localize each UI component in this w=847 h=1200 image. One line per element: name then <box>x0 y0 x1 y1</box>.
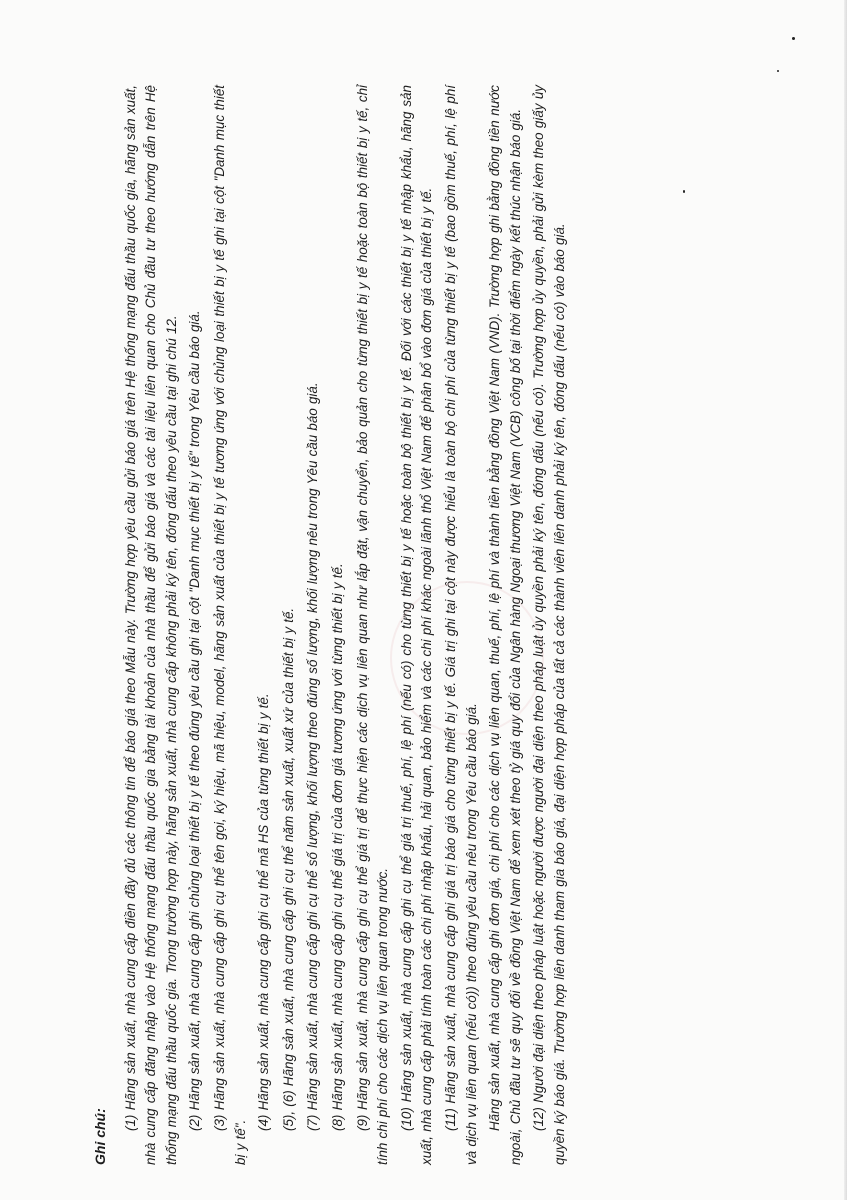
note-1: (1) Hãng sản xuất, nhà cung cấp điền đầy đủ các thông tin để báo giá theo Mẫu này. Trường hợp yêu cầu gửi báo giá trên Hệ thống mạng đấu thầu quốc gia, hãng sản xuất, nhà cung cấp đăng nhập vào Hệ thống mạng đấu thầu quốc gia bằng tài khoản của nhà thầu để gửi báo giá và các tài liệu liên quan cho Chủ đầu tư theo hướng dẫn trên Hệ thống mạng đấu thầu quốc gia. Trong trường hợp này, hãng sản xuất, nhà cung cấp không phải ký tên, đóng dấu theo yêu cầu tại ghi chú 12. <box>122 85 179 1165</box>
note-11: (11) Hãng sản xuất, nhà cung cấp ghi giá trị báo giá cho từng thiết bị y tế. Giá trị ghi tại cột này được hiểu là toàn bộ chi phí của từng thiết bị y tế (bao gồm thuế, phí, lệ phí và dịch vụ liên quan (nếu có)) theo đúng yêu cầu nêu trong Yêu cầu báo giá. <box>442 85 479 1165</box>
note-5-6: (5), (6) Hãng sản xuất, nhà cung cấp ghi cụ thể năm sản xuất, xuất xứ của thiết bị y tế. <box>280 607 296 1131</box>
scan-speck <box>683 190 685 193</box>
notes-sheet <box>90 85 650 1165</box>
note-4: (4) Hãng sản xuất, nhà cung cấp ghi cụ thể mã HS của từng thiết bị y tế. <box>256 693 272 1131</box>
notes-heading: Ghi chú: <box>92 1108 108 1165</box>
faint-stamp-mark <box>390 581 544 735</box>
note-10: (10) Hãng sản xuất, nhà cung cấp ghi cụ thể giá trị thuế, phí, lệ phí (nếu có) cho từng thiết bị y tế hoặc toàn bộ thiết bị y tế. Đối với các thiết bị y tế nhập khẩu, hãng sản xuất, nhà cung cấp phải tính toàn các chi phí nhập khẩu, hải quan, bảo hiểm và các chi phí khác ngoài lãnh thổ Việt Nam để phân bổ vào đơn giá của thiết bị y tế. <box>398 85 435 1165</box>
note-currency: Hãng sản xuất, nhà cung cấp ghi đơn giá, chi phí cho các dịch vụ liên quan, thuế, phí, lệ phí và thành tiền bằng đồng Việt Nam (VND). Trường hợp ghi bằng đồng tiền nước ngoài, Chủ đầu tư sẽ quy đổi về đồng Việt Nam để xem xét theo tỷ giá quy đổi của Ngân hàng Ngoại thương Việt Nam (VCB) công bố tại thời điểm ngày kết thúc nhận báo giá. <box>487 85 523 1165</box>
scan-speck <box>792 37 795 40</box>
note-8: (8) Hãng sản xuất, nhà cung cấp ghi cụ thể giá trị của đơn giá tương ứng với từng thiết bị y tế. <box>329 563 345 1131</box>
note-7: (7) Hãng sản xuất, nhà cung cấp ghi cụ thể số lượng, khối lượng theo đúng số lượng, khối lượng nêu trong Yêu cầu báo giá. <box>305 382 321 1131</box>
scan-speck <box>777 70 779 72</box>
note-9: (9) Hãng sản xuất, nhà cung cấp ghi cụ thể giá trị để thực hiện các dịch vụ liên quan như lắp đặt, vận chuyển, bảo quản cho từng thiết bị y tế hoặc toàn bộ thiết bị y tế, chỉ tính chi phí cho các dịch vụ liên quan trong nước. <box>354 85 391 1165</box>
note-12: (12) Người đại diện theo pháp luật hoặc người được người đại diện theo pháp luật ủy quyền phải ký tên, đóng dấu (nếu có). Trường hợp ủy quyền, phải gửi kèm theo giấy ủy quyền ký báo giá. Trường hợp liên danh tham gia báo giá, đại diện hợp pháp của tất cả các thành viên liên danh phải ký tên, đóng dấu (nếu có) vào báo giá. <box>531 85 567 1165</box>
note-2: (2) Hãng sản xuất, nhà cung cấp ghi chủng loại thiết bị y tế theo đúng yêu cầu ghi tại cột "Danh mục thiết bị y tế" trong Yêu cầu báo giá. <box>187 310 203 1131</box>
note-3: (3) Hãng sản xuất, nhà cung cấp ghi cụ thể tên gọi, ký hiệu, mã hiệu, model, hãng sản xuất của thiết bị y tế tương ứng với chủng loại thiết bị y tế ghi tại cột "Danh mục thiết bị y tế". <box>211 85 248 1165</box>
